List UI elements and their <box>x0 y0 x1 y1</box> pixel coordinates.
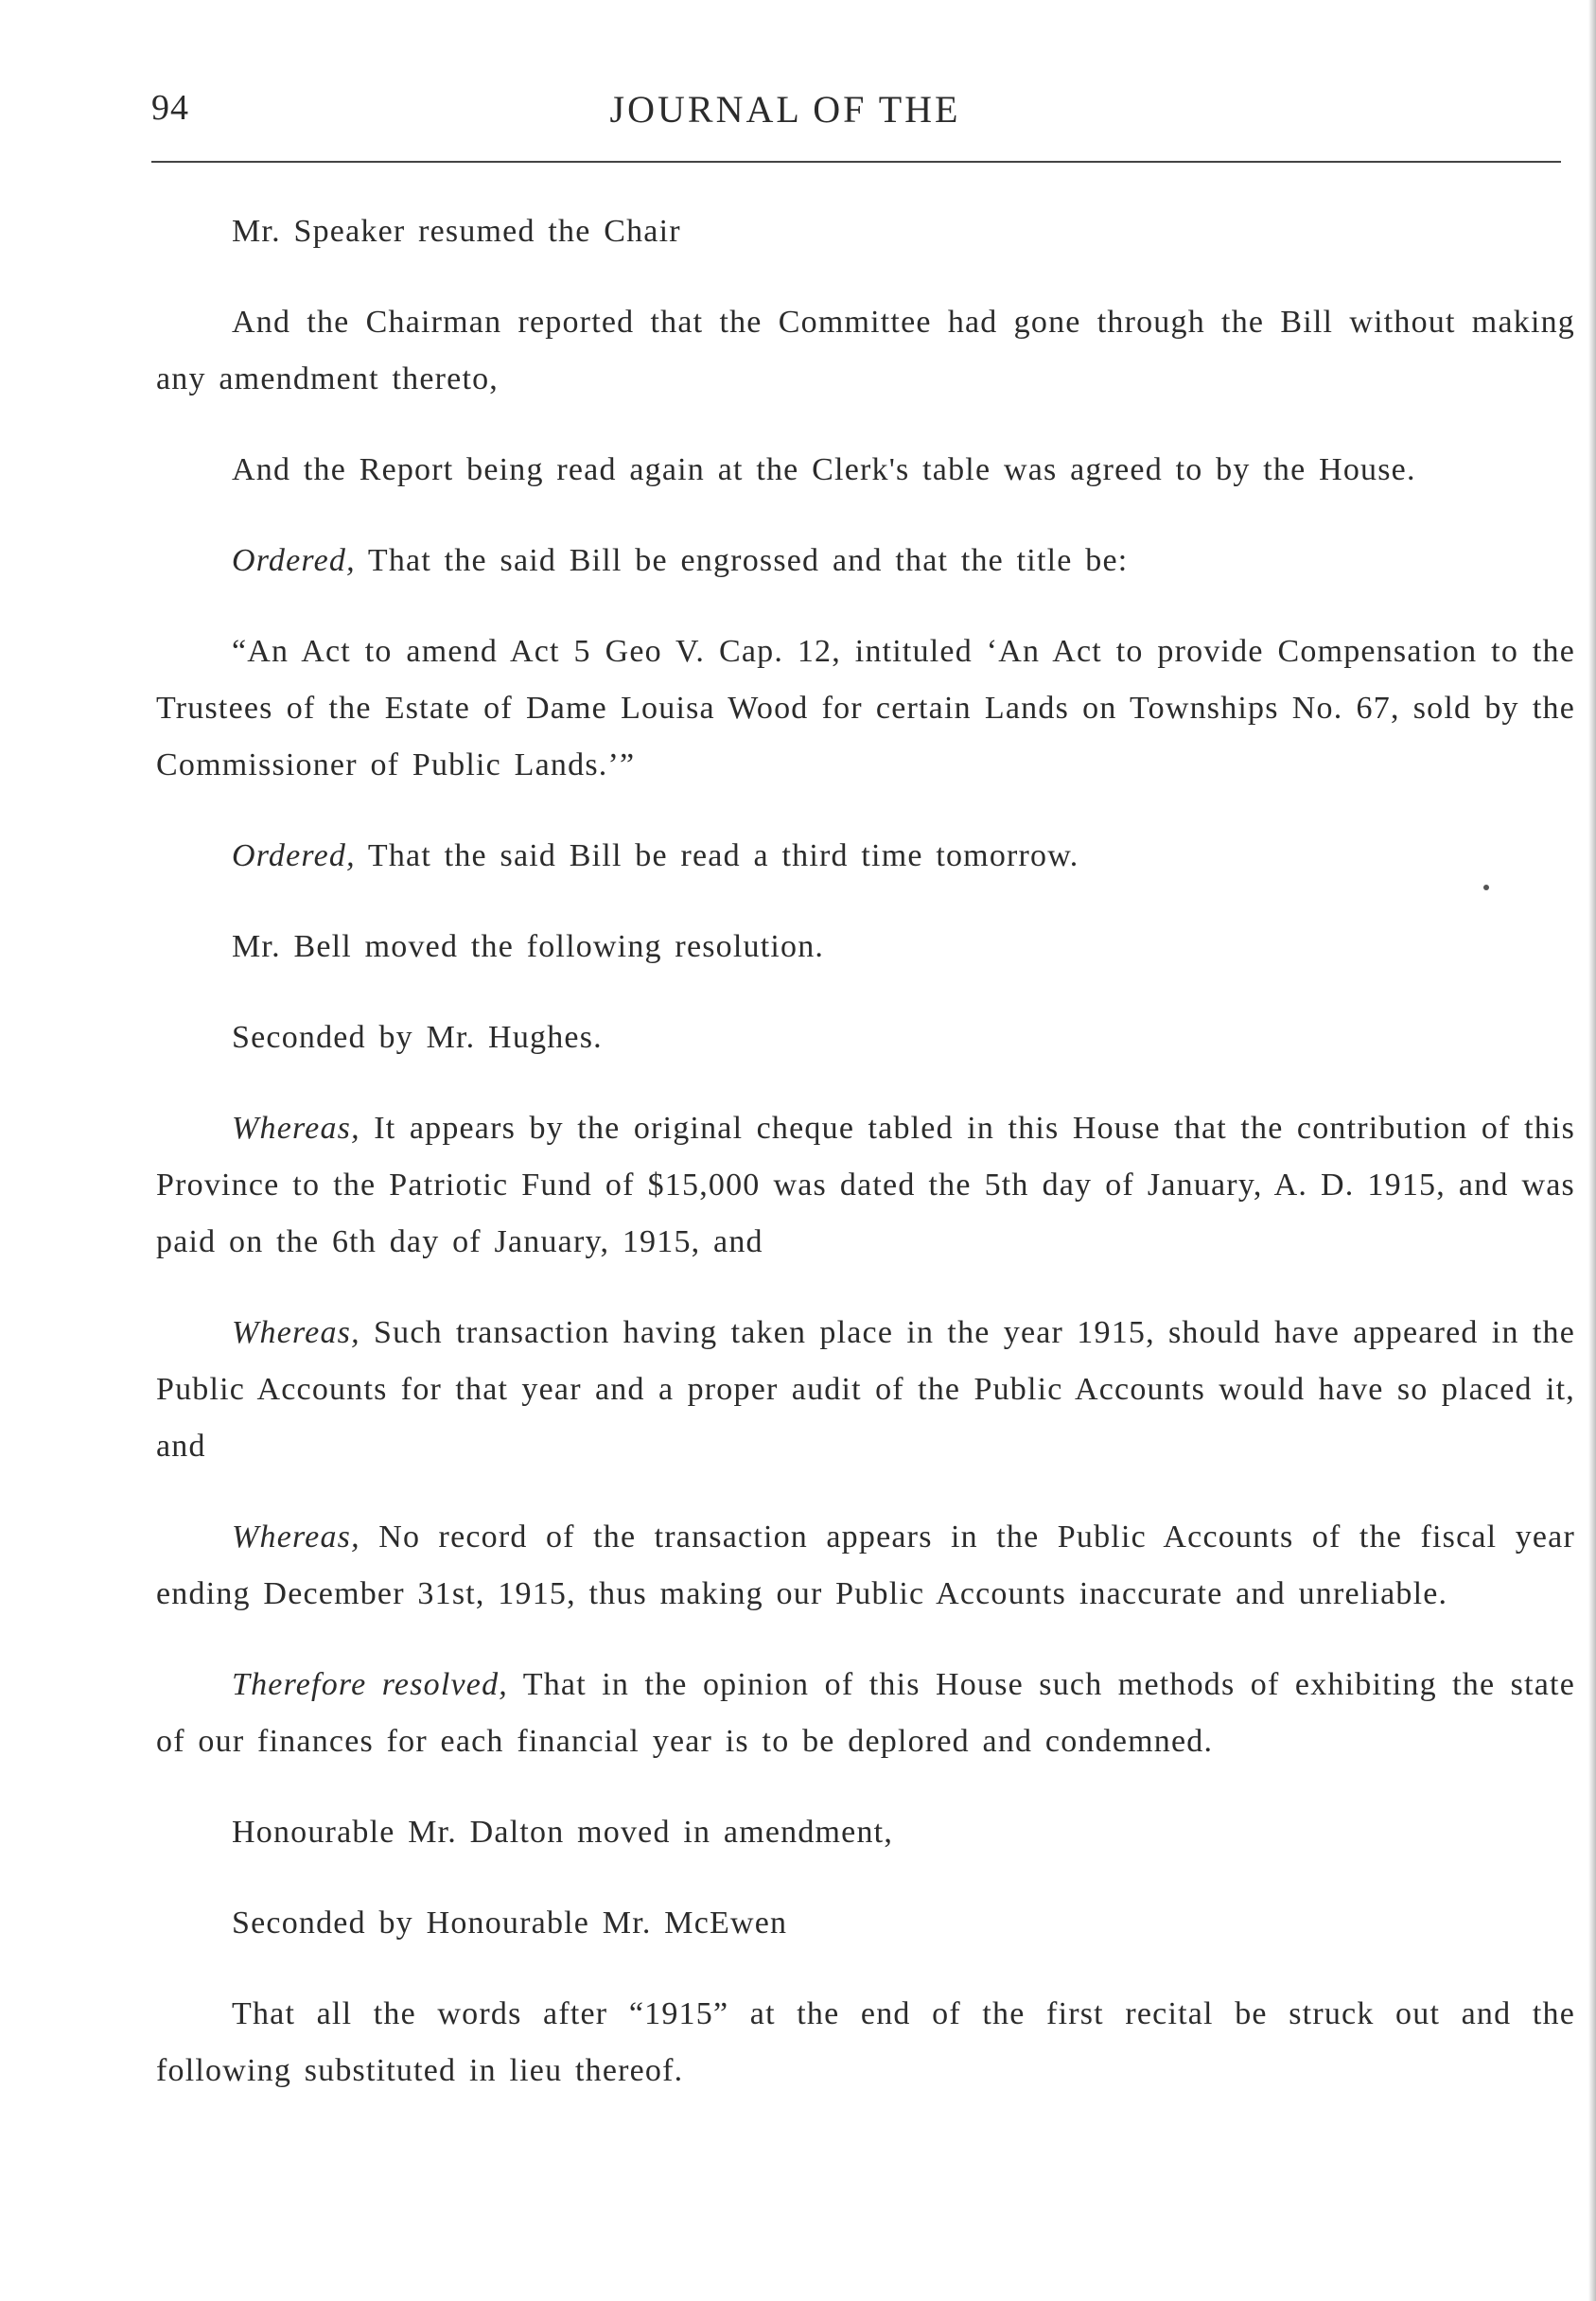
paragraph-chairman-reported <box>156 294 1575 408</box>
paragraph-text: It appears by the original cheque tabled in this House that the contribution of this Province to the Patriotic Fund of $15,000 was dated the 5th day of January, A. D. 1915, and was paid on the 6th day of January, 1915, and <box>156 1111 1575 1259</box>
journal-body <box>156 203 1575 2099</box>
paragraph-text: That the said Bill be engrossed and that the title be: <box>355 543 1129 578</box>
paragraph-text: And the Report being read again at the Clerk's table was agreed to by the House. <box>232 452 1416 487</box>
running-head: JOURNAL OF THE <box>609 88 961 131</box>
paragraph-ordered-third-reading <box>156 828 1575 885</box>
paragraph-whereas-cheque <box>156 1100 1575 1271</box>
paragraph-ordered-engrossed <box>156 533 1575 589</box>
paragraph-bell-moved <box>156 919 1575 975</box>
paragraph-text: Seconded by Mr. Hughes. <box>232 1020 603 1055</box>
paragraph-lead: Ordered, <box>232 543 356 578</box>
scan-speck <box>1483 885 1489 890</box>
paragraph-text: No record of the transaction appears in the Public Accounts of the fiscal year ending December 31st, 1915, thus making our Public Accounts inaccurate and unreliable. <box>156 1519 1575 1611</box>
paragraph-seconded-mcewen <box>156 1895 1575 1952</box>
paragraph-seconded-hughes <box>156 1010 1575 1066</box>
page-number: 94 <box>151 88 189 128</box>
paragraph-therefore-resolved <box>156 1657 1575 1770</box>
paragraph-report-agreed <box>156 442 1575 499</box>
paragraph-lead: Whereas, <box>232 1315 360 1350</box>
paragraph-speaker-resumed <box>156 203 1575 260</box>
paragraph-whereas-no-record <box>156 1509 1575 1623</box>
paragraph-lead: Therefore resolved, <box>232 1667 508 1702</box>
paragraph-text: Such transaction having taken place in the year 1915, should have appeared in the Public Accounts for that year and a proper audit of the Public Accounts would have so placed it, and <box>156 1315 1575 1464</box>
paragraph-text: That the said Bill be read a third time tomorrow. <box>355 838 1079 873</box>
paragraph-text: Mr. Bell moved the following resolution. <box>232 929 825 964</box>
paragraph-text: “An Act to amend Act 5 Geo V. Cap. 12, intituled ‘An Act to provide Compensation to the Trustees of the Estate of Dame Louisa Wood for certain Lands on Townships No. 67, sold by the Commissioner of Public Lands.’” <box>156 634 1575 782</box>
paragraph-whereas-transaction <box>156 1305 1575 1475</box>
paragraph-words-struck-out <box>156 1986 1575 2099</box>
paragraph-text: That all the words after “1915” at the end of the first recital be struck out and the following substituted in lieu thereof. <box>156 1996 1575 2088</box>
paragraph-lead: Whereas, <box>232 1519 360 1554</box>
paragraph-text: And the Chairman reported that the Committee had gone through the Bill without making any amendment thereto, <box>156 305 1575 396</box>
paragraph-lead: Ordered, <box>232 838 356 873</box>
page-header <box>151 87 1561 144</box>
header-rule <box>151 161 1561 163</box>
paragraph-dalton-amendment <box>156 1804 1575 1861</box>
paragraph-text: Seconded by Honourable Mr. McEwen <box>232 1906 788 1941</box>
paragraph-text: Mr. Speaker resumed the Chair <box>232 214 681 249</box>
paragraph-lead: Whereas, <box>232 1111 360 1146</box>
paragraph-act-title <box>156 624 1575 794</box>
paragraph-text: Honourable Mr. Dalton moved in amendment, <box>232 1815 894 1850</box>
paragraph-text: That in the opinion of this House such methods of exhibiting the state of our finances for each financial year is to be deplored and condemned. <box>156 1667 1575 1759</box>
